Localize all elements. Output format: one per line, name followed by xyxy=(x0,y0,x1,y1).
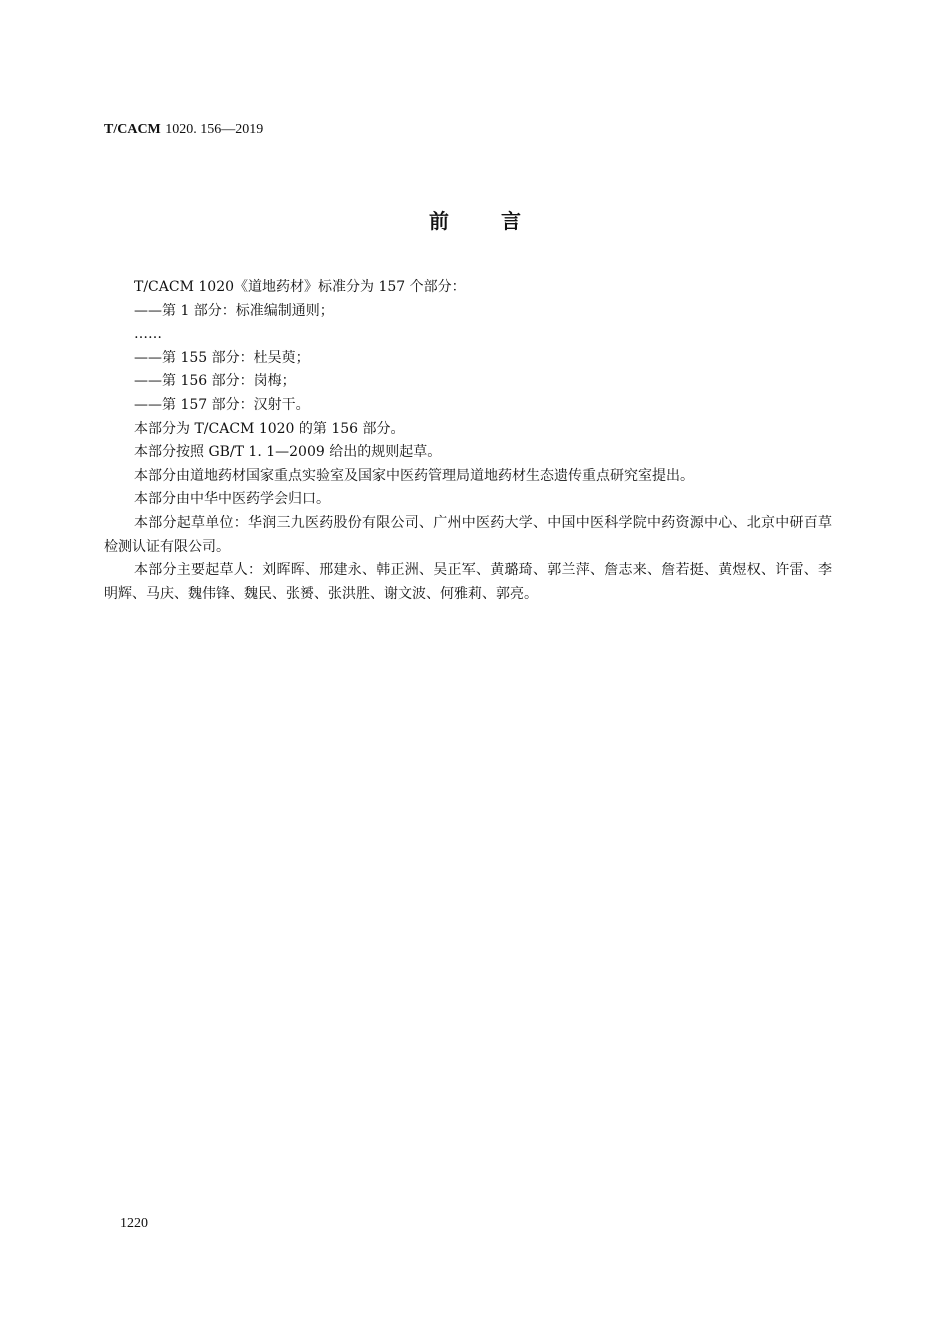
list-item-part-156: ——第 156 部分：岗梅； xyxy=(134,373,296,390)
standard-code: T/CACM xyxy=(104,122,161,137)
paragraph-proposed-by: 本部分由道地药材国家重点实验室及国家中医药管理局道地药材生态遗传重点研究室提出。 xyxy=(134,467,694,484)
paragraph-drafting-units: 本部分起草单位：华润三九医药股份有限公司、广州中医药大学、中国中医科学院中药资源中心、北京中研百草检测认证有限公司。 xyxy=(104,514,832,555)
paragraph-intro: T/CACM 1020《道地药材》标准分为 157 个部分： xyxy=(134,279,466,295)
title-char-1: 前 xyxy=(429,209,449,233)
paragraph-drafting-rules: 本部分按照 GB/T 1. 1—2009 给出的规则起草。 xyxy=(134,444,442,461)
paragraph-part-statement: 本部分为 T/CACM 1020 的第 156 部分。 xyxy=(134,420,405,437)
standard-number: 1020. 156—2019 xyxy=(165,122,264,137)
foreword-body xyxy=(104,276,832,606)
list-item-part-157: ——第 157 部分：汉射干。 xyxy=(134,396,310,413)
standard-code-header xyxy=(104,121,263,138)
list-ellipsis: …… xyxy=(134,326,162,343)
page-title xyxy=(0,205,950,234)
page-number: 1220 xyxy=(120,1216,148,1231)
paragraph-drafters: 本部分主要起草人：刘晖晖、邢建永、韩正洲、吴正军、黄璐琦、郭兰萍、詹志来、詹若挺、黄煜权、许雷、李明辉、马庆、魏伟锋、魏民、张赟、张洪胜、谢文波、何雅莉、郭亮。 xyxy=(104,562,832,602)
list-item-part-1: ——第 1 部分：标准编制通则； xyxy=(134,302,334,319)
paragraph-administered-by: 本部分由中华中医药学会归口。 xyxy=(134,491,330,508)
title-char-2: 言 xyxy=(501,209,521,233)
list-item-part-155: ——第 155 部分：杜吴萸； xyxy=(134,349,310,366)
